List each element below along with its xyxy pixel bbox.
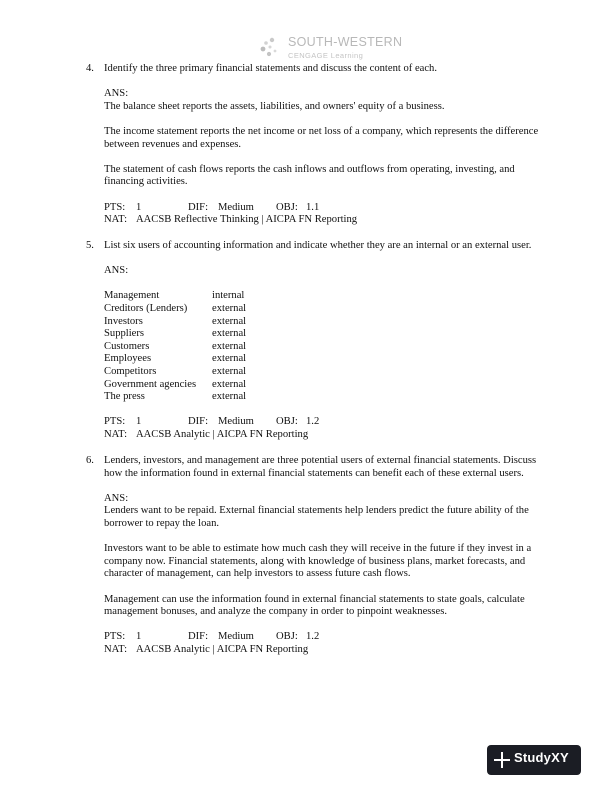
answer-paragraph: The balance sheet reports the assets, liabilities, and owners' equity of a business.: [104, 100, 445, 112]
dif-label: DIF:: [188, 201, 209, 213]
question-4: [86, 63, 556, 227]
nat-label: NAT:: [104, 643, 128, 655]
user-type: external: [212, 353, 247, 365]
answer-paragraph: Lenders want to be repaid. External financial statements help lenders predict the future ability of the borrower to repay the loan.: [104, 505, 529, 529]
users-table: [104, 290, 246, 403]
user-type: external: [212, 340, 247, 352]
user-type: external: [212, 391, 247, 403]
answer-paragraph: Management can use the information found in external financial statements to state goals, calculate management bonuses, and analyze the company in order to pinpoint weaknesses.: [104, 593, 525, 618]
user-name: Customers: [104, 340, 150, 352]
answer-paragraph: The income statement reports the net income or net loss of a company, which represents the difference between revenues and expenses.: [104, 125, 539, 150]
question-text: Identify the three primary financial statements and discuss the content of each.: [104, 63, 437, 74]
user-type: external: [212, 328, 247, 340]
table-row: [104, 341, 246, 354]
question-number: 6.: [86, 455, 94, 466]
nat-line: [104, 644, 556, 657]
question-text: List six users of accounting information and indicate whether they are an internal or an external user.: [104, 240, 532, 251]
user-name: Suppliers: [104, 328, 145, 340]
pts-label: PTS:: [104, 631, 126, 643]
publisher-name: SOUTH-WESTERN: [288, 35, 403, 49]
table-row: [104, 290, 246, 303]
pts-value: 1: [136, 201, 142, 213]
dif-value: Medium: [218, 631, 254, 643]
user-type: external: [212, 365, 247, 377]
obj-label: OBJ:: [276, 416, 298, 428]
user-type: external: [212, 302, 247, 314]
table-row: [104, 391, 246, 404]
question-text: Lenders, investors, and management are three potential users of external financial statements. Discuss how the information found in external financial statements can benefit each of these external users.: [104, 455, 537, 479]
user-name: Competitors: [104, 365, 157, 377]
question-number: 4.: [86, 63, 94, 74]
table-row: [104, 366, 246, 379]
user-name: Investors: [104, 315, 143, 327]
table-row: [104, 353, 246, 366]
table-row: [104, 303, 246, 316]
user-name: Creditors (Lenders): [104, 302, 188, 314]
obj-label: OBJ:: [276, 631, 298, 643]
obj-value: 1.1: [306, 201, 320, 213]
nat-line: [104, 429, 556, 442]
nat-label: NAT:: [104, 428, 128, 440]
answer-paragraph: The statement of cash flows reports the cash inflows and outflows from operating, investing, and financing activities.: [104, 163, 515, 188]
table-row: [104, 379, 246, 392]
obj-value: 1.2: [306, 631, 320, 643]
nat-value: AACSB Analytic | AICPA FN Reporting: [136, 643, 309, 655]
plus-icon: [494, 751, 510, 769]
user-type: internal: [212, 290, 245, 302]
dots-logo-icon: [258, 37, 280, 57]
obj-value: 1.2: [306, 416, 320, 428]
dif-value: Medium: [218, 416, 254, 428]
studyxy-badge[interactable]: [487, 745, 581, 775]
ans-label: ANS:: [104, 88, 129, 100]
nat-value: AACSB Reflective Thinking | AICPA FN Reporting: [136, 214, 358, 226]
publisher-logo: [258, 34, 418, 60]
dif-value: Medium: [218, 201, 254, 213]
answer-paragraph: Investors want to be able to estimate how much cash they will receive in the future if they invest in a company now. Financial statements, along with knowledge of business plans, market forecasts, and character of management, can help investors to assess future cash flows.: [104, 543, 532, 580]
pts-label: PTS:: [104, 201, 126, 213]
ans-label: ANS:: [104, 492, 129, 504]
user-name: The press: [104, 391, 145, 403]
user-type: external: [212, 378, 247, 390]
table-row: [104, 316, 246, 329]
badge-label: StudyXY: [514, 750, 569, 765]
nat-line: [104, 214, 556, 227]
question-meta: [104, 631, 556, 644]
question-number: 5.: [86, 240, 94, 251]
user-name: Employees: [104, 353, 152, 365]
question-meta: [104, 416, 556, 429]
user-name: Management: [104, 290, 160, 302]
nat-value: AACSB Analytic | AICPA FN Reporting: [136, 428, 309, 440]
user-type: external: [212, 315, 247, 327]
pts-value: 1: [136, 631, 142, 643]
dif-label: DIF:: [188, 416, 209, 428]
question-meta: [104, 202, 556, 215]
table-row: [104, 328, 246, 341]
user-name: Government agencies: [104, 378, 197, 390]
ans-label: ANS:: [104, 265, 129, 277]
publisher-subtitle: CENGAGE Learning: [288, 51, 364, 60]
pts-label: PTS:: [104, 416, 126, 428]
question-5: [86, 240, 556, 442]
question-6: [86, 455, 556, 657]
obj-label: OBJ:: [276, 201, 298, 213]
pts-value: 1: [136, 416, 142, 428]
nat-label: NAT:: [104, 214, 128, 226]
dif-label: DIF:: [188, 631, 209, 643]
